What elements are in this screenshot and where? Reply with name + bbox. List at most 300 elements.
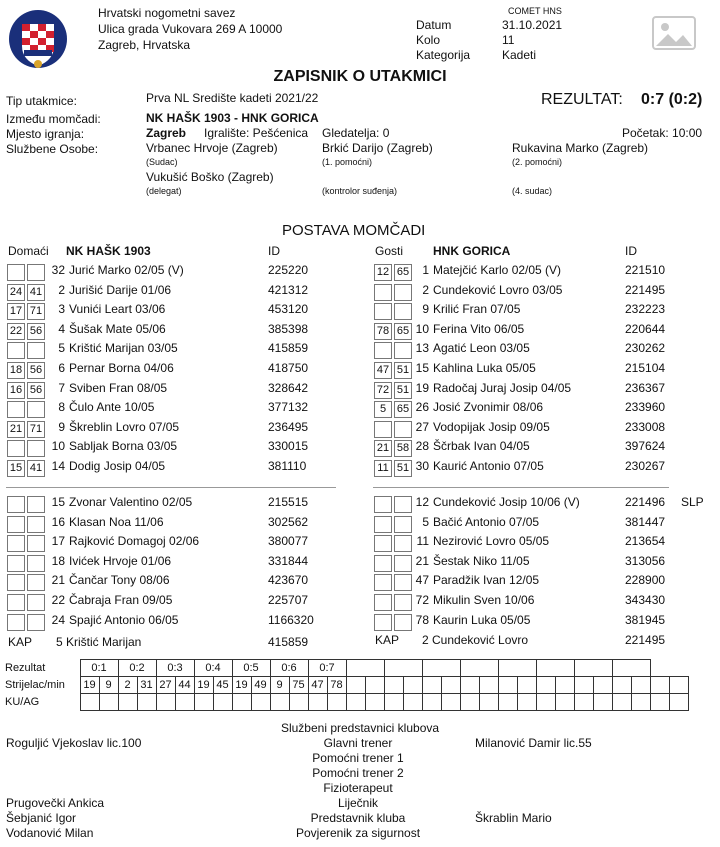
kickoff-time: Početak: 10:00 <box>622 126 703 140</box>
player-name <box>414 420 620 434</box>
scorer-cell <box>365 677 384 694</box>
player-name <box>414 302 620 316</box>
category-label: Kategorija <box>416 48 471 62</box>
player-fullname: Josić Zvonimir 08/06 <box>433 400 544 415</box>
scorer-cell <box>650 677 669 694</box>
player-text <box>50 420 179 434</box>
player-name <box>50 381 260 395</box>
player-id: 418750 <box>268 361 309 375</box>
rep-role: Pomoćni trener 2 <box>312 766 404 780</box>
player-number: 19 <box>415 380 429 395</box>
rep-role: Glavni trener <box>323 736 393 750</box>
player-box-1 <box>7 594 25 611</box>
home-captain-name: 5 Krištić Marijan <box>56 635 142 649</box>
player-name <box>50 459 260 473</box>
ku-cell <box>498 694 517 711</box>
player-box-1 <box>374 421 392 438</box>
player-box-2 <box>394 516 412 533</box>
player-name <box>50 322 260 336</box>
player-id: 236367 <box>625 380 666 395</box>
player-number: 5 <box>58 341 65 356</box>
player-number: 27 <box>415 419 429 434</box>
player-number: 72 <box>415 593 429 607</box>
player-fullname: Kaurin Luka 05/05 <box>433 612 531 627</box>
date-label: Datum <box>416 18 452 32</box>
scorer-cell <box>574 677 593 694</box>
player-box-1 <box>7 574 25 591</box>
player-box-1 <box>374 342 392 359</box>
player-name <box>50 573 260 587</box>
player-text <box>414 554 530 568</box>
player-name <box>414 593 620 607</box>
scorer-cell <box>555 677 574 694</box>
player-number: 14 <box>51 459 65 473</box>
player-number: 6 <box>58 361 65 375</box>
official-assistant-1-role: (1. pomoćni) <box>322 157 373 167</box>
player-box-1 <box>374 555 392 572</box>
player-text <box>50 361 174 375</box>
officials-label: Službene Osobe: <box>6 142 99 156</box>
player-fullname: Rajković Domagoj 02/06 <box>69 534 200 549</box>
player-box-1: 16 <box>7 382 25 399</box>
player-id: 221510 <box>625 263 666 277</box>
player-id: 302562 <box>268 514 309 529</box>
round-value: 11 <box>502 33 515 47</box>
player-text <box>50 593 172 607</box>
scorer-cell: 19 <box>194 677 213 694</box>
score-cell <box>612 660 650 677</box>
player-name <box>414 381 620 395</box>
player-box-1 <box>7 401 25 418</box>
venue-label: Mjesto igranja: <box>6 127 85 141</box>
player-box-1 <box>374 594 392 611</box>
player-number: 78 <box>415 612 429 627</box>
player-text <box>414 573 539 587</box>
ku-cell <box>346 694 365 711</box>
away-team-name: HNK GORICA <box>433 244 511 258</box>
score-cell: 0:6 <box>270 660 308 677</box>
home-id-header: ID <box>268 244 280 258</box>
player-fullname: Klasan Noa 11/06 <box>69 514 164 529</box>
player-box-1: 15 <box>7 460 25 477</box>
player-box-2 <box>394 421 412 438</box>
player-box-2 <box>27 401 45 418</box>
player-number: 26 <box>415 400 429 415</box>
official-assistant-2: Rukavina Marko (Zagreb) <box>512 141 649 155</box>
player-box-1: 11 <box>374 460 392 477</box>
score-table <box>4 659 689 711</box>
player-box-2 <box>27 614 45 631</box>
player-id: 331844 <box>268 553 309 568</box>
player-id: 1166320 <box>268 612 314 627</box>
player-text <box>50 613 178 627</box>
player-text <box>50 554 171 568</box>
player-text <box>414 322 524 336</box>
player-fullname: Sabljak Borna 03/05 <box>69 439 178 454</box>
score-cell <box>384 660 422 677</box>
player-text <box>414 459 544 473</box>
player-fullname: Šestak Niko 11/05 <box>433 553 530 568</box>
player-name <box>414 459 620 473</box>
player-name <box>50 263 260 277</box>
score-cell: 0:5 <box>232 660 270 677</box>
scorer-cell: 31 <box>137 677 156 694</box>
player-id: 330015 <box>268 439 309 454</box>
player-fullname: Cundeković Josip 10/06 (V) <box>433 495 580 509</box>
spectators: Gledatelja: 0 <box>322 126 390 140</box>
player-box-2 <box>27 574 45 591</box>
score-cell: 0:2 <box>118 660 156 677</box>
away-rep: Škrablin Mario <box>475 811 552 825</box>
player-extra: SLP <box>681 495 704 509</box>
scorer-cell <box>631 677 650 694</box>
away-captain-name: 2 Cundeković Lovro <box>422 633 529 647</box>
player-number: 15 <box>51 495 65 509</box>
player-number: 21 <box>415 553 429 568</box>
official-assistant-1: Brkić Darijo (Zagreb) <box>322 141 433 155</box>
player-box-2: 65 <box>394 323 412 340</box>
org-city: Zagreb, Hrvatska <box>98 38 191 52</box>
official-referee: Vrbanec Hrvoje (Zagreb) <box>146 141 278 155</box>
lineup-title: POSTAVA MOMČADI <box>282 222 426 239</box>
player-id: 230262 <box>625 341 666 356</box>
away-captain-id: 221495 <box>625 633 666 647</box>
player-fullname: Spajić Antonio 06/05 <box>69 612 179 627</box>
system-name: COMET HNS <box>508 6 562 16</box>
scorer-cell <box>460 677 479 694</box>
meta-labels <box>416 18 470 63</box>
scorer-cell: 75 <box>289 677 308 694</box>
player-fullname: Bačić Antonio 07/05 <box>433 514 540 529</box>
player-fullname: Cundeković Lovro 03/05 <box>433 282 563 297</box>
player-number: 9 <box>422 302 429 317</box>
official-delegate: Vukušić Boško (Zagreb) <box>146 170 274 184</box>
club-reps-title: Službeni predstavnici klubova <box>280 721 440 735</box>
player-box-1 <box>7 440 25 457</box>
player-text <box>414 439 530 453</box>
player-box-2: 65 <box>394 401 412 418</box>
scorer-cell: 19 <box>232 677 251 694</box>
player-text <box>50 381 167 395</box>
player-name <box>50 302 260 316</box>
player-name <box>50 515 260 529</box>
home-captain-id: 415859 <box>268 635 309 649</box>
score-cell <box>346 660 384 677</box>
player-number: 4 <box>58 321 65 336</box>
player-box-1 <box>7 496 25 513</box>
player-box-2: 56 <box>27 323 45 340</box>
player-text <box>50 495 192 509</box>
ku-cell <box>175 694 194 711</box>
player-text <box>414 263 561 277</box>
player-number: 11 <box>416 534 429 549</box>
player-box-1 <box>374 535 392 552</box>
player-name <box>414 322 620 336</box>
score-cell <box>498 660 536 677</box>
home-label: Domaći <box>8 244 49 258</box>
venue-ground: Igralište: Pešćenica <box>204 126 309 140</box>
player-name <box>414 613 620 627</box>
org-street: Ulica grada Vukovara 269 A 10000 <box>98 22 283 36</box>
player-text <box>50 322 166 336</box>
player-id: 415859 <box>268 341 309 356</box>
player-name <box>50 495 260 509</box>
ku-cell <box>536 694 555 711</box>
player-text <box>414 613 530 627</box>
player-number: 12 <box>415 495 429 509</box>
player-box-1: 21 <box>7 421 25 438</box>
scorer-row-label: Strijelac/min <box>5 679 65 691</box>
player-fullname: Ščrbak Ivan 04/05 <box>433 439 530 454</box>
ku-cell <box>232 694 251 711</box>
ku-cell <box>593 694 612 711</box>
player-number: 30 <box>415 459 429 473</box>
player-fullname: Čulo Ante 10/05 <box>69 400 155 415</box>
scorer-cell: 47 <box>308 677 327 694</box>
player-box-1 <box>374 574 392 591</box>
scorer-cell <box>422 677 441 694</box>
player-number: 15 <box>415 361 429 375</box>
player-name <box>50 554 260 568</box>
score-cell <box>574 660 612 677</box>
player-id: 215104 <box>625 361 666 375</box>
player-box-1: 78 <box>374 323 392 340</box>
page-title: ZAPISNIK O UTAKMICI <box>273 68 447 85</box>
player-fullname: Krilić Fran 07/05 <box>433 302 521 317</box>
image-placeholder-icon <box>652 16 696 50</box>
result-value: 0:7 (0:2) <box>641 91 703 108</box>
scorer-cell: 44 <box>175 677 194 694</box>
player-id: 236495 <box>268 419 309 434</box>
match-type-value: Prva NL Središte kadeti 2021/22 <box>146 91 319 105</box>
scorer-row <box>4 677 688 694</box>
player-text <box>50 341 178 355</box>
player-name <box>50 613 260 627</box>
player-number: 2 <box>422 282 429 297</box>
player-text <box>414 400 543 414</box>
player-text <box>50 263 184 277</box>
player-box-1: 21 <box>374 440 392 457</box>
player-name <box>414 573 620 587</box>
player-fullname: Zvonar Valentino 02/05 <box>69 495 193 509</box>
player-name <box>414 515 620 529</box>
teams-label: Između momčadi: <box>6 112 101 126</box>
ku-cell <box>308 694 327 711</box>
player-fullname: Ferina Vito 06/05 <box>433 321 525 336</box>
player-text <box>414 283 562 297</box>
player-number: 16 <box>51 514 65 529</box>
player-fullname: Vunići Leart 03/06 <box>69 302 166 317</box>
player-id: 381447 <box>625 514 666 529</box>
player-fullname: Krištić Marijan 03/05 <box>69 341 178 356</box>
player-number: 24 <box>51 612 65 627</box>
player-text <box>50 459 165 473</box>
player-name <box>414 554 620 568</box>
date-value: 31.10.2021 <box>502 18 563 32</box>
player-box-2: 65 <box>394 264 412 281</box>
player-fullname: Mikulin Sven 10/06 <box>433 593 535 607</box>
player-fullname: Matejčić Karlo 02/05 (V) <box>433 263 562 277</box>
player-text <box>414 302 520 316</box>
player-name <box>414 400 620 414</box>
player-fullname: Paradžik Ivan 12/05 <box>433 573 540 588</box>
player-box-1 <box>7 614 25 631</box>
scorer-cell <box>669 677 688 694</box>
match-type-label: Tip utakmice: <box>6 94 77 108</box>
player-fullname: Vodopijak Josip 09/05 <box>433 419 550 434</box>
ku-cell <box>669 694 688 711</box>
player-number: 22 <box>51 593 65 607</box>
player-box-1 <box>7 342 25 359</box>
player-number: 32 <box>51 263 65 277</box>
scorer-cell <box>498 677 517 694</box>
ku-cell <box>137 694 156 711</box>
player-name <box>414 263 620 277</box>
organization-address <box>98 5 282 53</box>
ku-cell <box>441 694 460 711</box>
official-assistant-2-role: (2. pomoćni) <box>512 157 563 167</box>
player-box-2 <box>27 555 45 572</box>
rep-role: Pomoćni trener 1 <box>312 751 404 765</box>
scorer-cell: 19 <box>80 677 99 694</box>
player-number: 10 <box>51 439 65 454</box>
home-team-name: NK HAŠK 1903 <box>66 244 151 258</box>
player-id: 381945 <box>625 612 666 627</box>
player-id: 343430 <box>625 593 666 607</box>
player-number: 7 <box>58 380 65 395</box>
ku-cell <box>555 694 574 711</box>
away-label: Gosti <box>375 244 404 258</box>
player-name <box>50 400 260 414</box>
player-number: 47 <box>415 573 429 588</box>
player-id: 397624 <box>625 439 666 454</box>
home-subs-divider <box>6 487 336 488</box>
player-name <box>50 361 260 375</box>
player-box-2: 56 <box>27 362 45 379</box>
scorer-cell <box>346 677 365 694</box>
ku-cell <box>80 694 99 711</box>
official-fourth-role: (4. sudac) <box>512 186 553 196</box>
scorer-cell <box>593 677 612 694</box>
player-fullname: Čančar Tony 08/06 <box>69 573 170 588</box>
player-box-1: 12 <box>374 264 392 281</box>
player-id: 385398 <box>268 321 309 336</box>
player-box-2 <box>394 284 412 301</box>
player-box-1: 18 <box>7 362 25 379</box>
player-number: 9 <box>58 419 65 434</box>
player-box-2 <box>394 303 412 320</box>
official-delegate-role: (delegat) <box>146 186 182 196</box>
player-box-1 <box>374 303 392 320</box>
score-cell: 0:4 <box>194 660 232 677</box>
player-box-2: 41 <box>27 460 45 477</box>
official-referee-role: (Sudac) <box>146 157 178 167</box>
player-fullname: Čabraja Fran 09/05 <box>69 593 173 607</box>
ku-cell <box>327 694 346 711</box>
home-captain-label: KAP <box>8 635 33 649</box>
player-box-2 <box>394 555 412 572</box>
player-text <box>50 439 177 453</box>
player-name <box>414 534 620 548</box>
scorer-cell: 27 <box>156 677 175 694</box>
player-box-2 <box>394 574 412 591</box>
player-id: 328642 <box>268 380 309 395</box>
player-box-2: 41 <box>27 284 45 301</box>
ku-cell <box>631 694 650 711</box>
player-text <box>50 400 154 414</box>
player-box-2 <box>394 535 412 552</box>
player-name <box>414 283 620 297</box>
player-number: 13 <box>415 341 429 356</box>
player-fullname: Radočaj Juraj Josip 04/05 <box>433 380 572 395</box>
scorer-cell <box>536 677 555 694</box>
scorer-cell: 2 <box>118 677 137 694</box>
player-name <box>50 341 260 355</box>
rep-role: Predstavnik kluba <box>310 811 406 825</box>
ku-cell <box>517 694 536 711</box>
ku-cell <box>365 694 384 711</box>
ku-cell <box>612 694 631 711</box>
player-text <box>414 381 571 395</box>
player-box-1 <box>374 496 392 513</box>
player-box-2: 71 <box>27 421 45 438</box>
ku-cell <box>270 694 289 711</box>
scorer-cell <box>403 677 422 694</box>
home-rep: Prugovečki Ankica <box>6 796 105 810</box>
player-name <box>50 283 260 297</box>
away-captain-label: KAP <box>375 633 400 647</box>
player-name <box>414 361 620 375</box>
player-fullname: Agatić Leon 03/05 <box>433 341 530 356</box>
player-box-2 <box>27 594 45 611</box>
player-box-1 <box>374 516 392 533</box>
hns-logo <box>8 6 68 72</box>
ku-row <box>4 694 688 711</box>
player-number: 2 <box>58 282 65 297</box>
player-id: 233008 <box>625 419 666 434</box>
player-id: 380077 <box>268 534 309 549</box>
player-box-1 <box>7 555 25 572</box>
ku-cell <box>650 694 669 711</box>
player-text <box>414 495 580 509</box>
scorer-cell: 78 <box>327 677 346 694</box>
ku-cell <box>156 694 175 711</box>
player-text <box>414 361 536 375</box>
player-fullname: Nezirović Lovro 05/05 <box>433 534 550 549</box>
player-name <box>414 439 620 453</box>
result-label: REZULTAT: <box>541 91 623 108</box>
category-value: Kadeti <box>502 48 537 62</box>
ku-cell <box>574 694 593 711</box>
player-box-2 <box>27 516 45 533</box>
player-id: 220644 <box>625 321 666 336</box>
player-fullname: Kaurić Antonio 07/05 <box>433 459 544 473</box>
player-id: 215515 <box>268 495 309 509</box>
player-id: 228900 <box>625 573 666 588</box>
ku-cell <box>251 694 270 711</box>
player-name <box>50 439 260 453</box>
player-number: 3 <box>58 302 65 317</box>
ku-cell <box>403 694 422 711</box>
player-box-2 <box>27 535 45 552</box>
ku-cell <box>213 694 232 711</box>
official-controller-role: (kontrolor suđenja) <box>322 186 398 196</box>
player-number: 28 <box>415 439 429 454</box>
player-box-1 <box>7 535 25 552</box>
score-cell <box>536 660 574 677</box>
round-label: Kolo <box>416 33 441 47</box>
player-fullname: Šušak Mate 05/06 <box>69 321 166 336</box>
